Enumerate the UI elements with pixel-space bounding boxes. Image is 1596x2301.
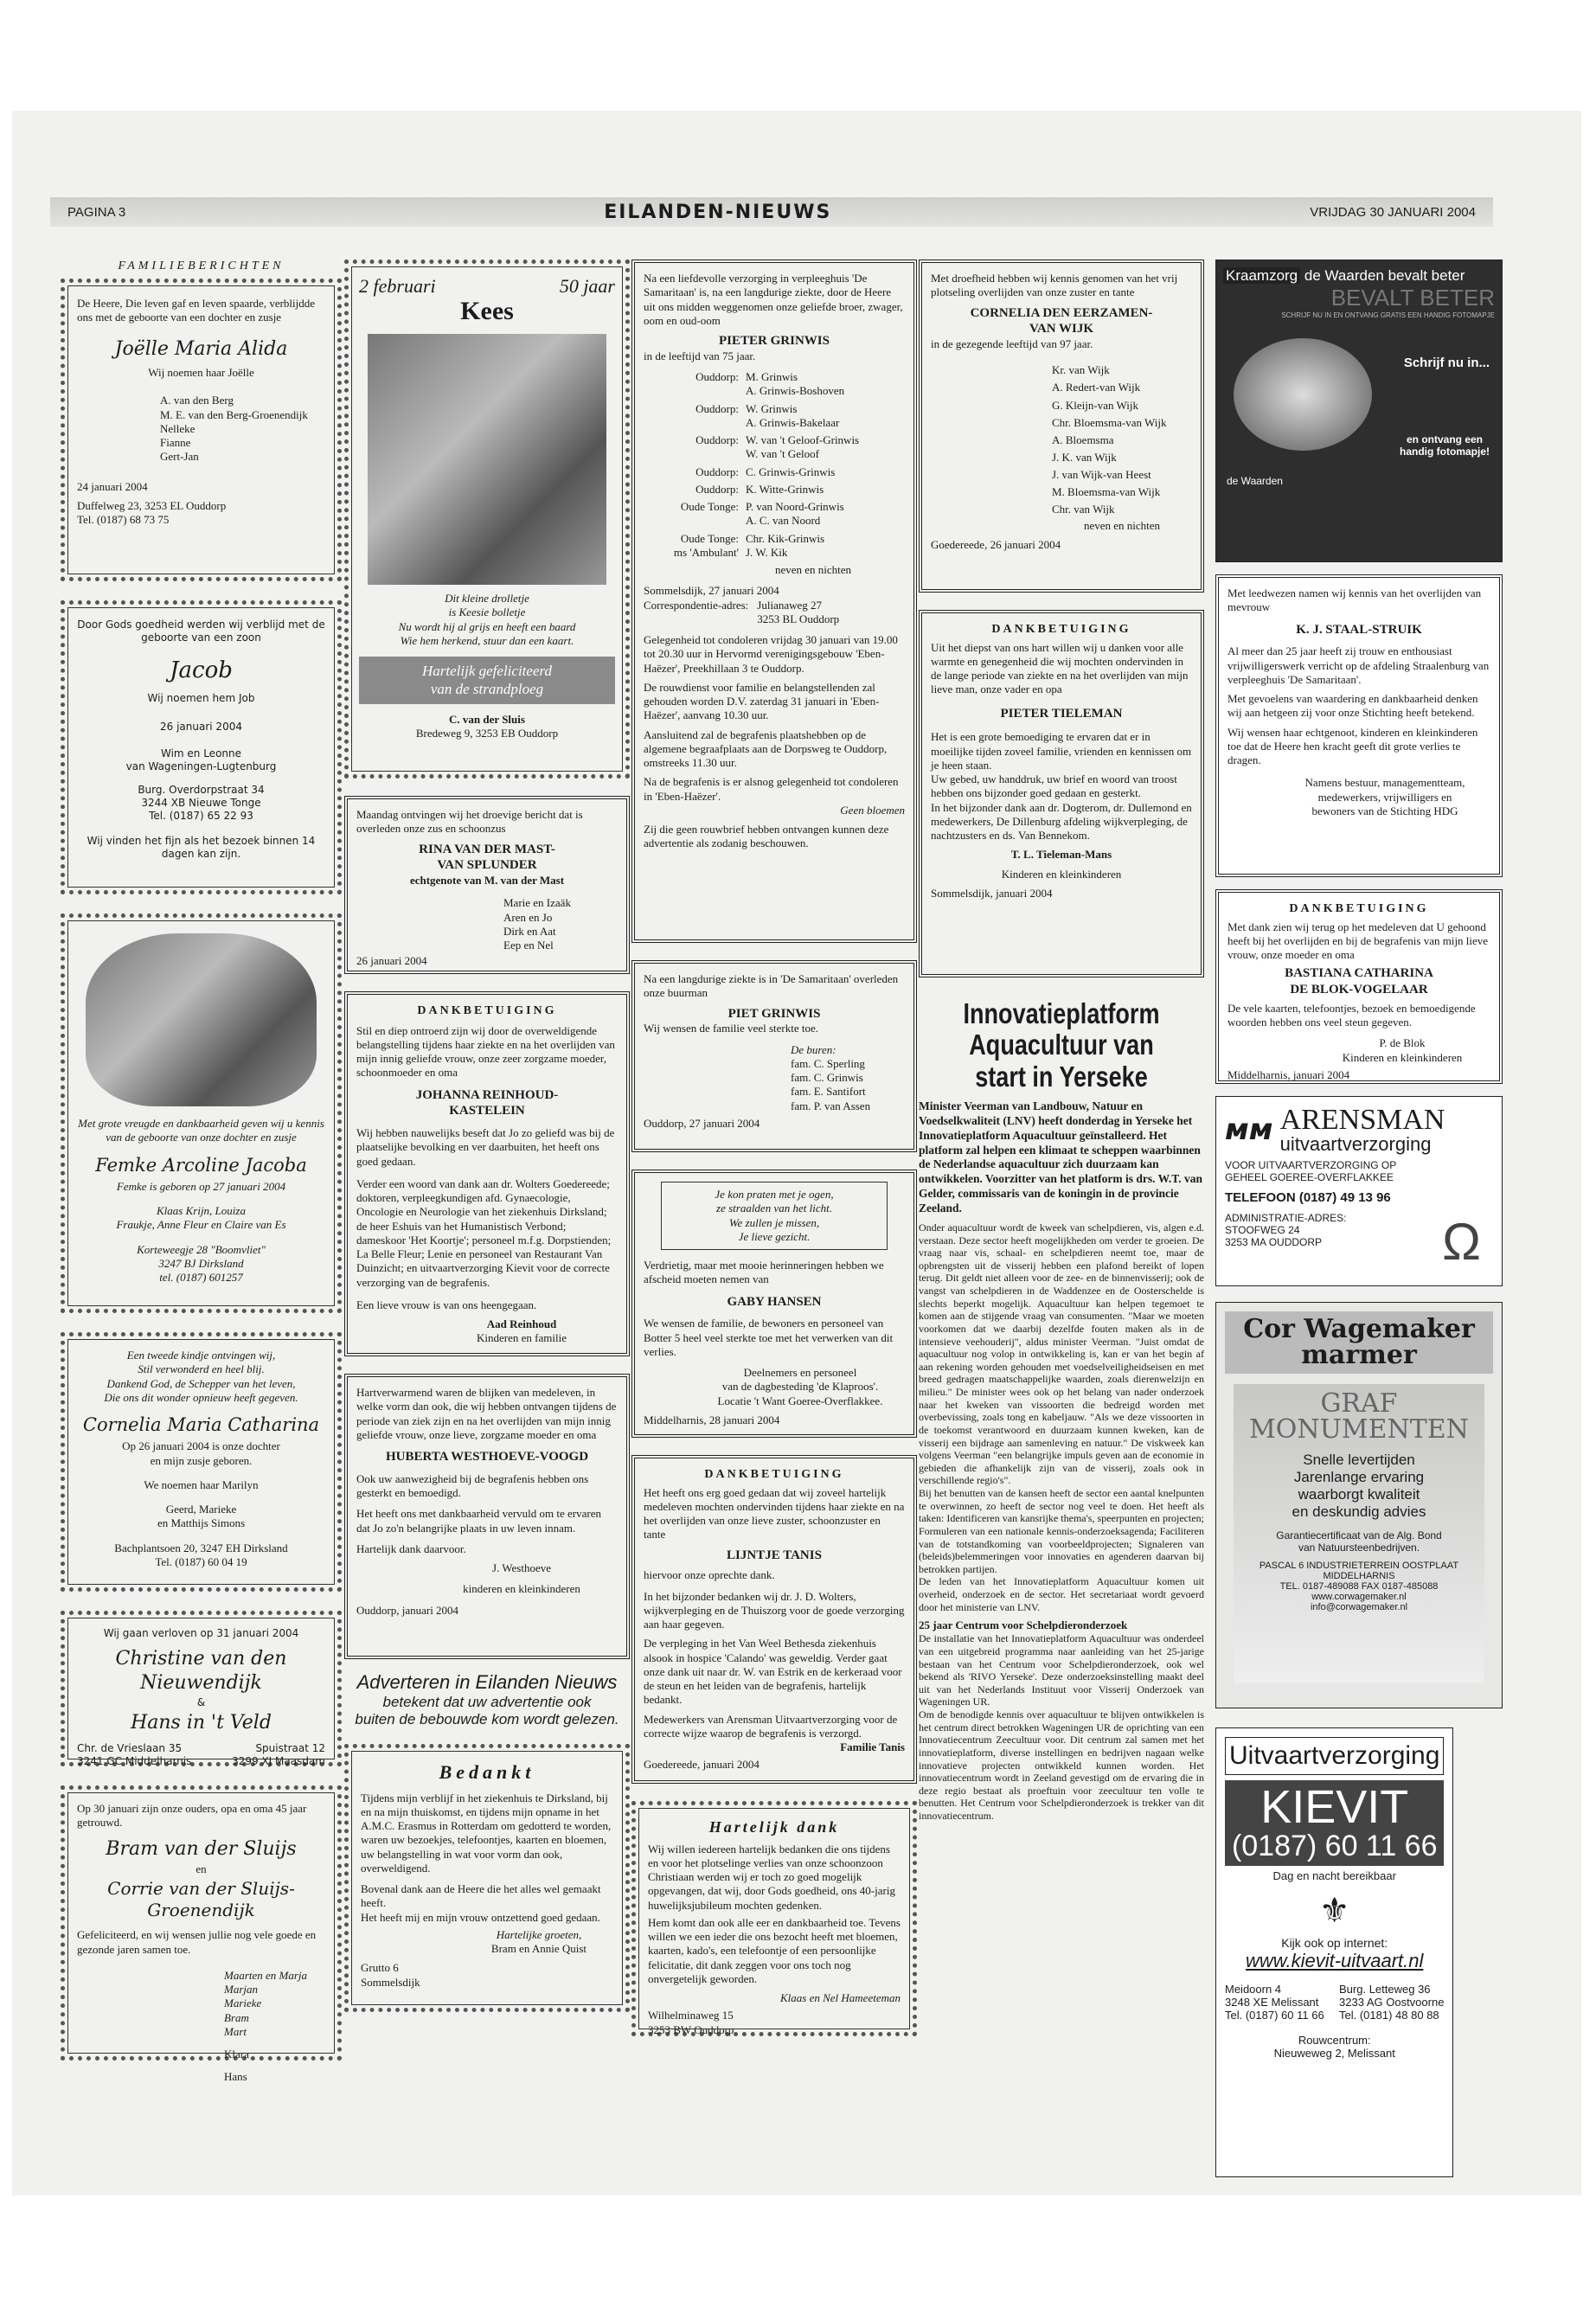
section-title: FAMILIEBERICHTEN (118, 260, 285, 272)
death-notice-gaby (631, 1170, 917, 1438)
signer: T. L. Tieleman-Mans (1010, 848, 1112, 862)
relative-place: Ouddorp: (695, 401, 739, 415)
deceased-name: JOHANNA REINHOUD- KASTELEIN (415, 1087, 559, 1118)
signer-2: kinderen en kleinkinderen (463, 1582, 580, 1596)
para-2: De verpleging in het Van Weel Bethesda ziekenhuis alsook in hospice 'Calando' was geweldig. Verder gaat onze dank uit naar dr. W. van Estrik en de kerkeraad voor de steun en het leiden van de begrafenis, hartelijk bedankt. (644, 1637, 902, 1707)
kievit-ad (1215, 1727, 1453, 2177)
relative-row (644, 532, 905, 561)
relative-place: Oude Tonge: (680, 500, 739, 513)
birthday-date: 2 februari (359, 275, 436, 297)
page-header (50, 197, 1493, 227)
para-3: Aansluitend zal de begrafenis plaatshebben op de algemene begraafplaats aan de Dorpsweg te Ouddorp, omstreeks 11.30 uur. (644, 727, 888, 769)
para-2: Verder een woord van dank aan dr. Wolters Goedereede; doktoren, verpleegkundigen afd. Gynaecologie, Oncologie en Neurologie van het ziekenhuis Dirksland; de heer Eshuis van het Humanistisch Verbond; dameskoor 'Het Koortje'; personeel m.f.g. Dorpstienden; La Belle Fleur; Lenie en personeel van Restaurant Van Duinzicht; en uitvaartverzorging Kievit voor de correcte verzorging van de begrafenis. (356, 1176, 612, 1289)
name-1: Bram van der Sluijs (106, 1837, 297, 1860)
arensman-line: VOOR UITVAARTVERZORGING OP GEHEEL GOEREE-OVERFLAKKEE (1225, 1159, 1397, 1183)
article-body-2: Bij het benutten van de kansen heeft de sector een aantal knelpunten te overwinnen, zo heeft de sector nog veel te doen. Het heeft als taken: Identificeren van kansrijke thema's, speerpunten en projecten; Formuleren van een nationale kennis-onderzoeksagenda; Faciliteren van de totstandkoming van voorbeeldprojecten; Signaleren van (beleids)belemmeringen voor innovaties en agenderen daarvan bij betrokken partijen. (919, 1487, 1204, 1575)
relative-row (644, 483, 905, 497)
notice-intro: Maandag ontvingen wij het droevige bericht dat is overleden onze zus en schoonzus (356, 808, 583, 836)
notice-date: Goedereede, 26 januari 2004 (931, 537, 1061, 551)
wagemaker-name: Cor Wagemaker marmer (1225, 1311, 1493, 1374)
birth-notice-jacob (61, 600, 342, 894)
para-4: In het bijzonder dank aan dr. Dogterom, dr. Dullemond en medewerkers, De Dillenburg afdeling wijkverpleging, de nachtzusters en ds. Van Bennekom. (931, 800, 1192, 842)
signer: P. de Blok (1379, 1036, 1426, 1050)
correspondence-address: Julianaweg 27 3253 BL Ouddorp (757, 598, 840, 625)
column-1 (61, 260, 342, 2084)
kievit-rouwcentrum: Rouwcentrum: Nieuweweg 2, Melissant (1273, 2034, 1395, 2061)
notice-heading: DANKBETUIGING (1289, 902, 1429, 915)
boy-photo (368, 334, 606, 585)
para-2: Hem komt dan ook alle eer en dankbaarheid toe. Tevens willen we een ieder die ons bezocht heeft met bloemen, kaarten, kado's, een telefoontje of een persoonlijke felicitatie, dit dank zeggen voor ons toch nog onvergetelijk geworden. (648, 1915, 901, 1985)
advertising-slogan (344, 1671, 630, 1728)
kievit-url[interactable]: www.kievit-uitvaart.nl (1246, 1950, 1424, 1972)
kraamzorg-bg-text: BEVALT BETER (1330, 285, 1495, 311)
page-number: PAGINA 3 (67, 204, 126, 220)
signer: Hartelijke groeten, (496, 1927, 582, 1941)
notice-intro: Stil en diep ontroerd zijn wij door de overweldigende belangstelling tijdens haar ziekte en na het overlijden van mijn innig geliefde vrouw, onze zeer zorgzame moeder, schoonmoeder en oma (356, 1023, 615, 1080)
para-2: De vele kaarten, telefoontjes, bezoek en bemoedigende woorden hebben ons veel steun gegeven. (1227, 1001, 1476, 1029)
signer-2: Kinderen en kleinkinderen (1001, 867, 1122, 881)
death-notice-rina (344, 796, 630, 974)
name-2: Corrie van der Sluijs-Groenendijk (107, 1878, 295, 1921)
slogan-line-1: Adverteren in Eilanden Nieuws (356, 1671, 618, 1693)
klara: Klara (224, 2048, 249, 2061)
relative-names: W. van 't Geloof-Grinwis W. van 't Geloof (746, 433, 860, 461)
thanks-notice-hameeteman (631, 1801, 917, 2036)
para-1: Wij willen iedereen hartelijk bedanken die ons tijdens en voor het plotselinge verlies van onze schoonzoon Christiaan werden wij er toch zo goed mogelijk opgevangen, dat wij, door Gods goedheid, ons 40-jarig huwelijksjubileum mochten gedenken. (648, 1842, 895, 1912)
relative-place: Oude Tonge: ms 'Ambulant' (673, 531, 739, 559)
notice-date: Sommelsdijk, januari 2004 (931, 886, 1053, 900)
notice-intro: Met droefheid hebben wij kennis genomen van het vrij plotseling overlijden van onze zuster en tante (931, 272, 1178, 299)
signer: Deelnemers en personeel van de dagbesteding 'de Klaproos'. Locatie 't Want Goeree-Overflakkee. (717, 1366, 883, 1407)
notice-date: Goedereede, januari 2004 (644, 1758, 760, 1772)
address: Bachplantsoen 20, 3247 EH Dirksland Tel. (0187) 60 04 19 (114, 1541, 288, 1568)
relative-names: P. van Noord-Grinwis A. C. van Noord (746, 500, 844, 528)
deceased-name: CORNELIA DEN EERZAMEN- VAN WIJK (970, 305, 1153, 336)
kraamzorg-title: de Waarden bevalt beter (1304, 267, 1465, 284)
para-1: Met dank zien wij terug op het medeleven dat U gehoond heeft bij het overlijden en bij de begrafenis van mijn lieve vrouw, onze moeder en oma (1227, 920, 1489, 961)
notice-heading: Bedankt (439, 1761, 535, 1783)
neighbours: fam. C. Sperling fam. C. Grinwis fam. E. Santifort fam. P. van Assen (791, 1056, 871, 1112)
masthead: EILANDEN-NIEUWS (604, 201, 832, 223)
call-name: Wij noemen haar Joëlle (148, 366, 254, 379)
issue-date: VRIJDAG 30 JANUARI 2004 (1310, 204, 1476, 220)
family: Maarten en Marja Marjan Marieke Bram Mart (224, 1968, 308, 2038)
para-2: Het is een grote bemoediging te ervaren dat er in moeilijke tijden zoveel familie, vrienden en kennissen om je heen staan. (931, 730, 1192, 772)
signer: C. van der Sluis (449, 712, 525, 726)
belly-photo (1234, 338, 1372, 451)
parents: A. van den Berg M. E. van den Berg-Groenendijk Nelleke Fianne Gert-Jan (160, 394, 308, 464)
notice-text: Gefeliciteerd, en wij wensen jullie nog vele goede en gezonde jaren samen toe. (77, 1928, 317, 1956)
notice-date: 26 januari 2004 (160, 720, 242, 733)
article-body-4: De installatie van het Innovatieplatform Aquacultuur was onderdeel van een uitgebreid programma naar aanleiding van het 25-jarige bestaan van het Centrum voor Schelpdieronderzoek, ook wel bekend als 'RIVO Yerseke'. Deze onderzoeksinstelling maakt deel uit van het Nederlands Instituut voor Visserij Onderzoek van Wageningen UR. (919, 1632, 1204, 1708)
para-1: Wij hebben nauwelijks beseft dat Jo zo geliefd was bij de plaatselijke bevolking en ver daarbuiten, het heeft ons goed gedaan. (356, 1126, 615, 1168)
omega-icon: Ω (1442, 1213, 1481, 1271)
poem: Je kon praten met je ogen, ze straalden van het licht. We zullen je missen, Je lieve gezicht. (661, 1182, 888, 1250)
kraamzorg-brand: Kraamzorg (1223, 267, 1300, 284)
column-4 (919, 260, 1204, 1823)
child-name: Jacob (170, 657, 233, 683)
para-2: Met gevoelens van waardering en dankbaarheid denken wij aan hetgeen zij voor onze Stichting heeft betekend. (1227, 692, 1478, 720)
address-left: Chr. de Vrieslaan 35 3241 GC Middelharnis (77, 1741, 192, 1767)
deceased-name: K. J. STAAL-STRUIK (1296, 622, 1422, 637)
thanks-notice-johanna (344, 991, 630, 1356)
sub-line: hiervoor onze oprechte dank. (644, 1568, 775, 1582)
relative-names: M. Grinwis A. Grinwis-Boshoven (746, 370, 845, 398)
address-right: Spuistraat 12 3299 XJ Maasdam (232, 1741, 325, 1767)
notice-heading: DANKBETUIGING (991, 623, 1131, 636)
arensman-address: ADMINISTRATIE-ADRES: STOOFWEG 24 3253 MA OUDDORP (1225, 1212, 1347, 1248)
para-1: Uit het diepst van ons hart willen wij u danken voor alle warmte en genegenheid die wij mochten ondervinden in de lange periode van ziekte en na het overlijden van mijn lieve man, onze vader en opa (931, 640, 1189, 696)
signer: Klaas en Nel Hameeteman (779, 1991, 901, 2004)
thanks-notice-tieleman (919, 610, 1204, 977)
address: Burg. Overdorpstraat 34 3244 XB Nieuwe Tonge Tel. (0187) 65 22 93 (138, 783, 265, 822)
arensman-ad (1215, 1096, 1503, 1286)
deceased-name: BASTIANA CATHARINA DE BLOK-VOGELAAR (1285, 966, 1433, 997)
kievit-phone: (0187) 60 11 66 (1231, 1830, 1438, 1862)
kraamzorg-logo: de Waarden (1227, 475, 1283, 487)
notice-heading: DANKBETUIGING (417, 1004, 557, 1017)
call-name: We noemen haar Marilyn (144, 1477, 259, 1491)
kievit-emblem-icon: ⚜ (1318, 1892, 1350, 1931)
notice-date: 26 januari 2004 (356, 954, 427, 968)
kievit-name: KIEVIT (1260, 1781, 1409, 1833)
birthday-years: 50 jaar (559, 275, 615, 297)
para-2: Het heeft ons met dankbaarheid vervuld om te ervaren dat Jo zo'n belangrijke plaats in uw leven innam. (356, 1507, 601, 1535)
notice-intro: De Heere, Die leven gaf en leven spaarde, verblijdde ons met de geboorte van een dochter en zusje (77, 297, 316, 324)
relative-row (644, 500, 905, 529)
family: Klaas Krijn, Louiza Fraukje, Anne Fleur en Claire van Es (116, 1204, 286, 1232)
thanks-notice-huberta (344, 1374, 630, 1659)
child-name: Joëlle Maria Alida (114, 337, 288, 360)
relative-place: Ouddorp: (695, 433, 739, 446)
kraamzorg-offer: en ontvang een handig fotomapje! (1400, 433, 1490, 458)
deceased-name: PIETER TIELEMAN (1000, 706, 1123, 721)
deceased-name: LIJNTJE TANIS (727, 1548, 822, 1562)
kievit-address-left: Meidoorn 4 3248 XE Melissant Tel. (0187) 60 11 66 (1225, 1983, 1324, 2022)
parents: Geerd, Marieke en Matthijs Simons (157, 1503, 246, 1530)
kievit-title: Uitvaartverzorging (1225, 1737, 1444, 1775)
born-line: Op 26 januari 2004 is onze dochter en mijn zusje geboren. (122, 1439, 280, 1467)
news-article (919, 998, 1204, 1823)
signer-2: Kinderen en kleinkinderen (1342, 1050, 1463, 1064)
call-name: Wij noemen hem Job (147, 691, 255, 704)
signer-2: Kinderen en familie (477, 1331, 567, 1345)
notice-heading: DANKBETUIGING (704, 1468, 844, 1481)
hans: Hans (224, 2070, 247, 2084)
en-word: en (195, 1862, 207, 1875)
relative-place: Ouddorp: (695, 465, 739, 478)
wagemaker-certificate: Garantiecertificaat van de Alg. Bond van Natuursteenbedrijven. (1276, 1529, 1442, 1554)
notice-date: 24 januari 2004 (77, 479, 148, 493)
notice-intro: Wij gaan verloven op 31 januari 2004 (103, 1627, 299, 1639)
family: Marie en Izaäk Aren en Jo Dirk en Aat Eep en Nel (503, 896, 571, 952)
arensman-phone: TELEFOON (0187) 49 13 96 (1225, 1190, 1391, 1205)
birthday-poem: Dit kleine drolletje is Keesie bolletje Nu wordt hij al grijs en heeft een baard Wie hem herkend, stuur dan een kaart. (398, 592, 576, 647)
ampersand: & (196, 1696, 206, 1708)
child-name: Cornelia Maria Catharina (82, 1414, 320, 1435)
notice-intro: Het heeft ons erg goed gedaan dat wij zoveel hartelijk medeleven mochten ondervinden tijdens haar ziekte en na het overlijden van onze lieve zuster, schoonzuster en tante (644, 1485, 905, 1541)
thanks-notice-bastiana (1215, 889, 1503, 1084)
neven: neven en nichten (774, 563, 852, 576)
arensman-name: ARENSMAN (1279, 1104, 1445, 1136)
deceased-name: RINA VAN DER MAST- VAN SPLUNDER (419, 842, 555, 873)
notice-heading: Hartelijk dank (708, 1818, 840, 1836)
death-notice-cornelia (919, 260, 1204, 593)
address: Korteweegje 28 "Boomvliet" 3247 BJ Dirksland tel. (0187) 601257 (137, 1242, 266, 1284)
signer: J. Westhoeve (491, 1561, 552, 1574)
notice-intro: Na een langdurige ziekte is in 'De Samaritaan' overleden onze buurman (644, 972, 899, 1000)
para-1: In het bijzonder bedanken wij dr. J. D. Wolters, wijkverpleging en de Thuiszorg voor de goede verzorging aan haar gegeven. (644, 1589, 905, 1631)
address: Bredeweg 9, 3253 EB Ouddorp (415, 726, 559, 740)
notice-intro: Na een liefdevolle verzorging in verpleeghuis 'De Samaritaan' is, na een langdurige ziekte, door de Heere uit ons midden weggenomen onze geliefde broer, zwager, oom en oud-oom (644, 272, 903, 327)
signer-2: Bram en Annie Quist (490, 1942, 587, 1955)
relative-row (644, 433, 905, 462)
sub-line: Wij wensen de familie veel sterkte toe. (644, 1022, 818, 1035)
slogan-line-3: buiten de bebouwde kom wordt gelezen. (355, 1711, 619, 1727)
para-3: Het heeft mij en mijn vrouw ontzettend goed gedaan. (361, 1910, 600, 1924)
congrats-banner: Hartelijk gefeliciteerd van de strandploeg (359, 657, 615, 704)
death-notice-piet (631, 960, 917, 1152)
relative-row (644, 402, 905, 431)
kievit-web-label: Kijk ook op internet: (1281, 1936, 1388, 1951)
signer: Aad Reinhoud (486, 1317, 557, 1330)
arensman-logo-icon: ᴍᴍ (1225, 1112, 1273, 1147)
family: Kr. van Wijk A. Redert-van Wijk G. Kleijn-van Wijk Chr. Bloemsma-van Wijk A. Bloemsma J. K. van Wijk J. van Wijk-van Heest M. Bloemsma-van Wijk Chr. van Wijk (1052, 363, 1167, 516)
para-1: Verdrietig, maar met mooie herinneringen hebben we afscheid moeten nemen van (644, 1259, 884, 1286)
notice-intro: Door Gods goedheid werden wij verblijd met de geboorte van een zoon (77, 619, 325, 644)
deceased-sub: echtgenote van M. van der Mast (409, 874, 565, 887)
article-body-5: Om de benodigde kennis over aquacultuur te blijven ontwikkelen is het centrum direct betrokken Wageningen UR de oprichting van een Innovatiecentrum Zeecultuur voor. Dit centrum zal samen met het innovatieplatform, diverse instellingen en bedrijven nagaan welke innovatieve projecten ontwikkeld kunnen worden. Het innovatiecentrum wordt in Zeeland gevestigd om de ervaring die in deze regio bestaat als proeftuin voor zeecultuur ten volle te benutten. Het Centrum voor Schelpdieronderzoek is trekker van dit innovatiecentrum. (919, 1708, 1204, 1823)
para-2: We wensen de familie, de bewoners en personeel van Botter 5 heel veel sterkte toe met het verwerken van dit verlies. (644, 1317, 894, 1358)
kraamzorg-cta: Schrijf nu in... (1403, 356, 1490, 370)
relative-names: C. Grinwis-Grinwis (746, 465, 836, 478)
neighbours-label: De buren: (791, 1042, 836, 1056)
birthday-name: Kees (460, 296, 514, 325)
death-notice-pieter (631, 260, 917, 943)
para-3: Medewerkers van Arensman Uitvaartverzorging voor de correcte wijze waarop de begrafenis is verzorgd. (644, 1712, 898, 1740)
kraamzorg-ad (1215, 260, 1503, 562)
kievit-address-right: Burg. Letteweg 36 3233 AG Oostvoorne Tel. (0181) 48 80 88 (1339, 1983, 1445, 2022)
wagemaker-usps: Snelle levertijden Jarenlange ervaring waarborgt kwaliteit en deskundig advies (1292, 1452, 1426, 1520)
deceased-name: PIET GRINWIS (727, 1006, 821, 1021)
age-line: in de gezegende leeftijd van 97 jaar. (931, 337, 1093, 350)
kraamzorg-tag: SCHRIJF NU IN EN ONTVANG GRATIS EEN HANDIG FOTOMAPJE (1281, 311, 1495, 319)
deceased-name: HUBERTA WESTHOEVE-VOOGD (385, 1450, 589, 1464)
name-1: Christine van den Nieuwendijk (115, 1648, 287, 1694)
engagement-notice (61, 1611, 342, 1766)
signer: Namens bestuur, managementteam, medewerkers, vrijwilligers en bewoners van de Stichting HDG (1304, 776, 1465, 817)
notice-date: Middelharnis, 28 januari 2004 (644, 1413, 780, 1426)
no-flowers: Geen bloemen (840, 803, 905, 817)
article-headline: Innovatieplatform Aquacultuur van start in Yerseke (963, 997, 1160, 1093)
wagemaker-ad (1215, 1302, 1503, 1708)
notice-intro: Hartverwarmend waren de blijken van medeleven, in welke vorm dan ook, die wij hebben ontvangen tijdens de periode van ziek zijn en na het overlijden van mijn innig geliefde vrouw, onze lieve, zorgzame moeder en oma (356, 1386, 617, 1441)
notice-intro: Met leedwezen namen wij kennis van het overlijden van mevrouw (1227, 586, 1482, 614)
address: Grutto 6 Sommelsdijk (361, 1961, 420, 1989)
birthday-notice-kees (344, 260, 630, 779)
relative-place: Ouddorp: (695, 482, 739, 496)
para-5: Zij die geen rouwbrief hebben ontvangen kunnen deze advertentie als zodanig beschouwen. (644, 823, 889, 850)
para-2: Bovenal dank aan de Heere die het alles wel gemaakt heeft. (361, 1882, 601, 1910)
notice-intro: Op 30 januari zijn onze ouders, opa en oma 45 jaar getrouwd. (77, 1802, 307, 1830)
relative-row (644, 370, 905, 399)
para-1: Ook uw aanwezigheid bij de begrafenis hebben ons gesterkt en bemoedigd. (356, 1471, 589, 1499)
signer: Familie Tanis (840, 1740, 905, 1753)
relative-names: Chr. Kik-Grinwis J. W. Kik (746, 531, 824, 559)
para-3: Een lieve vrouw is van ons heengegaan. (356, 1298, 537, 1311)
notice-date: Middelharnis, januari 2004 (1227, 1067, 1350, 1081)
name-2: Hans in 't Veld (131, 1712, 272, 1734)
wagemaker-contact: PASCAL 6 INDUSTRIETERREIN OOSTPLAAT MIDDELHARNIS TEL. 0187-489088 FAX 0187-485088 www.corwagemaker.nl info@corwagemaker.nl (1259, 1561, 1459, 1612)
para-1: Tijdens mijn verblijf in het ziekenhuis te Dirksland, bij en na mijn thuiskomst, en tijdens mijn opname in het A.M.C. Erasmus in Rotterdam om gedotterd te worden, waren uw bezoekjes, telefoontjes, kaarten en bloemen, uw belangstelling in wat voor vorm dan ook, overweldigend. (361, 1791, 612, 1875)
article-subheading: 25 jaar Centrum voor Schelpdieronderzoek (919, 1618, 1128, 1632)
para-2: De rouwdienst voor familie en belangstellenden zal gehouden worden D.V. zaterdag 31 januari in 'Eben-Haëzer', aanvang 10.30 uur. (644, 680, 880, 722)
para-1: Al meer dan 25 jaar heeft zij trouw en enthousiast vrijwilligerswerk verricht op de afdeling Straalenburg van verpleeghuis 'De Samaritaan'. (1227, 644, 1490, 686)
babies-photo (86, 933, 317, 1106)
relative-names: W. Grinwis A. Grinwis-Bakelaar (746, 401, 840, 429)
notice-date: Sommelsdijk, 27 januari 2004 (644, 584, 779, 598)
anniversary-notice (61, 1785, 342, 2084)
para-3: Hartelijk dank daarvoor. (356, 1541, 466, 1555)
birth-notice-femke (61, 913, 342, 1313)
notice-intro: Een tweede kindje ontvingen wij, Stil verwonderd en heel blij. Dankend God, de Schepper van het leven, Die ons dit wonder opnieuw heeft gegeven. (104, 1349, 298, 1404)
deceased-name: GABY HANSEN (727, 1294, 822, 1309)
relative-place: Ouddorp: (695, 370, 739, 383)
born-line: Femke is geboren op 27 januari 2004 (116, 1179, 286, 1193)
place-date: Ouddorp, januari 2004 (356, 1603, 459, 1617)
article-body-3: De leden van het Innovatieplatform Aquacultuur komen uit overheid, onderzoek en de sector. Het secretariaat wordt gevoerd door het ministerie van LNV. (919, 1575, 1204, 1613)
para-4: Na de begrafenis is er alsnog gelegenheid tot condoleren in 'Eben-Haëzer'. (644, 775, 899, 803)
notice-intro: Met grote vreugde en dankbaarheid geven wij u kennis van de geboorte van onze dochter en zusje (78, 1117, 324, 1144)
article-lead: Minister Veerman van Landbouw, Natuur en Voedselkwaliteit (LNV) heeft donderdag in Yerseke het Innovatieplatform Aquacultuur geïnstalleerd. Het platform zal helpen een klimaat te scheppen waarbinnen de Nederlandse aquacultuur zich duurzaam kan ontwikkelen. Voorzitter van het platform is drs. W.T. van Gelder, commissaris van de koningin in de provincie Zeeland. (919, 1099, 1203, 1215)
address: Duffelweg 23, 3253 EL Ouddorp Tel. (0187) 68 73 75 (77, 498, 227, 526)
slogan-line-2: betekent dat uw advertentie ook (382, 1694, 592, 1710)
correspondence-label: Correspondentie-adres: (644, 598, 749, 612)
visit-note: Wij vinden het fijn als het bezoek binnen 14 dagen kan zijn. (87, 834, 316, 860)
thanks-notice-lijntje (631, 1455, 917, 1784)
thanks-notice-quist (344, 1744, 630, 2012)
age-line: in de leeftijd van 75 jaar. (644, 349, 756, 362)
notice-date: Ouddorp, 27 januari 2004 (644, 1116, 760, 1130)
relative-names: K. Witte-Grinwis (746, 482, 824, 496)
para-3: Wij wensen haar echtgenoot, kinderen en kleinkinderen toe dat de Heere hen kracht geeft dit grote verlies te dragen. (1227, 725, 1478, 766)
birth-notice-cornelia (61, 1332, 342, 1592)
address: Wilhelminaweg 15 3253 BW Ouddorp (648, 2009, 734, 2036)
column-5 (1215, 260, 1503, 2061)
relative-row (644, 465, 905, 479)
neven: neven en nichten (1083, 518, 1161, 532)
death-notice-staal (1215, 574, 1503, 877)
child-name: Femke Arcoline Jacoba (95, 1154, 307, 1176)
relatives-list (644, 370, 905, 560)
arensman-sub: uitvaartverzorging (1279, 1133, 1432, 1155)
article-body-1: Onder aquacultuur wordt de kweek van schelpdieren, vis, algen e.d. verstaan. Deze sector heeft mogelijkheden om verder te groeien. De vraag naar vis, schaal- en schelpdieren neemt toe, maar de opbrengsten uit de visserij hebben een plafond bereikt of lopen terug. Dit geldt niet alleen voor de zee- en de binnenvisserij; ook de vangst van schelpdieren in de Waddenzee en de Oosterschelde is slechts beperkt mogelijk. Aquacultuur kan helpen tegemoet te komen aan de stijgende vraag van consumenten. "Maar we moeten voorkomen dat we daarbij dezelfde fouten maken als in de intensieve veehouderij", aldus minister Veerman. "Juist omdat de aquacultuur nog volop in ontwikkeling is, kan er van het begin af aan rekening worden gehouden met voedselveiligheidseisen en met breed gedragen maatschappelijke waarden, zoals dierenwelzijn en milieu." De minister wees ook op het belang van nader onderzoek naar het kweken van vissoorten die bedreigd worden met overbevissing, zoals tong en kabeljauw. "Als we deze vissoorten in de toekomst verantwoord en duurzaam kunnen kweken, kan de visserij een bijdrage aan samenleving en natuur." De viskweek kan volgens Veerman "een belangrijke impuls geven aan de economie in gebieden die afhankelijk zijn van de visserij, zoals ook in verschillende regio's". (919, 1221, 1204, 1487)
kievit-availability: Dag en nacht bereikbaar (1272, 1869, 1396, 1883)
parents: Wim en Leonne van Wageningen-Lugtenburg (125, 747, 277, 772)
column-3 (631, 260, 917, 2036)
deceased-name: PIETER GRINWIS (719, 334, 830, 348)
column-2 (344, 260, 630, 2012)
birth-notice-joelle (61, 279, 342, 581)
para-3: Uw gebed, uw handdruk, uw brief en woord van troost hebben ons bijzonder goed gedaan en gesterkt. (931, 772, 1177, 800)
monumenten-title: GRAF MONUMENTEN (1249, 1388, 1469, 1445)
para-1: Gelegenheid tot condoleren vrijdag 30 januari van 19.00 tot 20.30 uur in Hervormd verenigingsgebouw 'Eben-Haëzer', Preekhillaan 3 te Ouddorp. (644, 633, 898, 675)
